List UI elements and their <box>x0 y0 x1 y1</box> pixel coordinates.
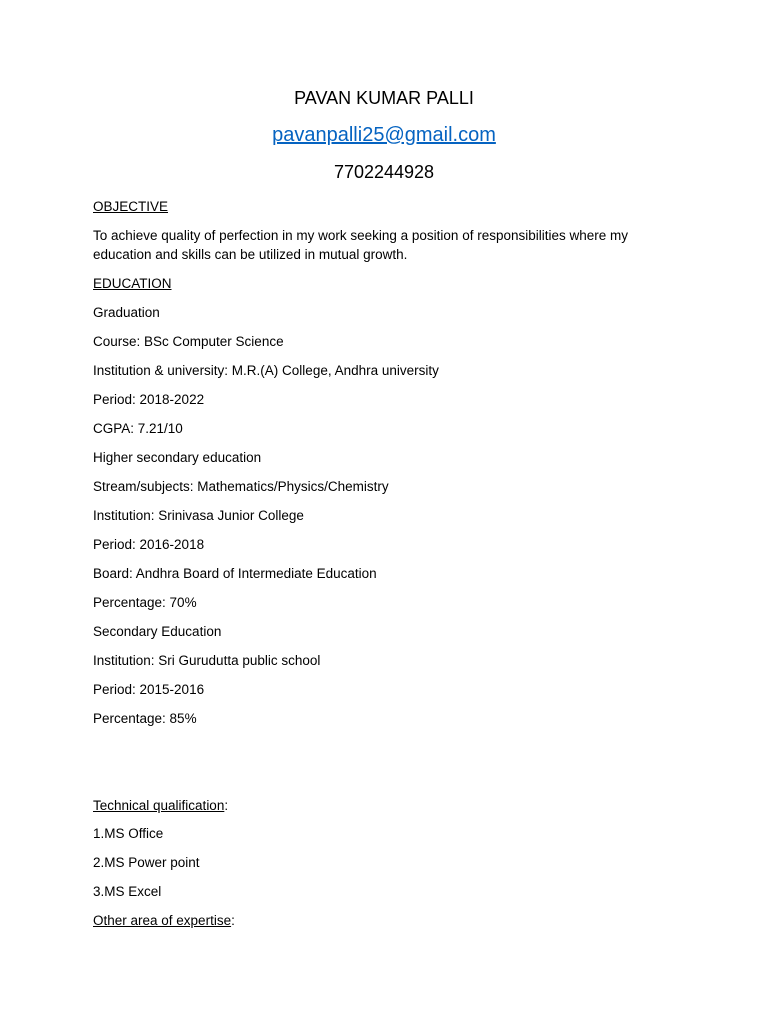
technical-item: 1.MS Office <box>93 826 164 841</box>
education-line: Period: 2018-2022 <box>93 392 205 407</box>
education-line: Stream/subjects: Mathematics/Physics/Chemistry <box>93 479 389 494</box>
technical-item: 3.MS Excel <box>93 884 162 899</box>
technical-heading-colon: : <box>224 798 229 813</box>
education-line: Percentage: 70% <box>93 595 197 610</box>
education-heading: EDUCATION <box>93 276 172 291</box>
education-line: Board: Andhra Board of Intermediate Education <box>93 566 377 581</box>
candidate-name: PAVAN KUMAR PALLI <box>294 88 474 108</box>
education-line: Period: 2015-2016 <box>93 682 205 697</box>
education-line: CGPA: 7.21/10 <box>93 421 183 436</box>
expertise-heading-colon: : <box>231 913 235 928</box>
objective-heading: OBJECTIVE <box>93 199 169 214</box>
education-line: Graduation <box>93 305 160 320</box>
education-line: Institution: Srinivasa Junior College <box>93 508 304 523</box>
objective-text: To achieve quality of perfection in my work seeking a position of responsibilities where my education and skills can be utilized in mutual growth. <box>93 228 629 262</box>
education-line: Secondary Education <box>93 624 222 639</box>
phone-number: 7702244928 <box>333 162 435 182</box>
education-line: Course: BSc Computer Science <box>93 334 284 349</box>
education-line: Period: 2016-2018 <box>93 537 205 552</box>
technical-item: 2.MS Power point <box>93 855 200 870</box>
education-line: Percentage: 85% <box>93 711 197 726</box>
education-line: Higher secondary education <box>93 450 262 465</box>
technical-heading: Technical qualification <box>93 798 225 813</box>
expertise-heading-row <box>93 911 235 930</box>
education-line: Institution & university: M.R.(A) College, Andhra university <box>93 363 439 378</box>
education-line: Institution: Sri Gurudutta public school <box>93 653 321 668</box>
email-link[interactable]: pavanpalli25@gmail.com <box>272 124 496 146</box>
expertise-heading: Other area of expertise <box>93 913 232 928</box>
technical-heading-row <box>93 796 228 815</box>
